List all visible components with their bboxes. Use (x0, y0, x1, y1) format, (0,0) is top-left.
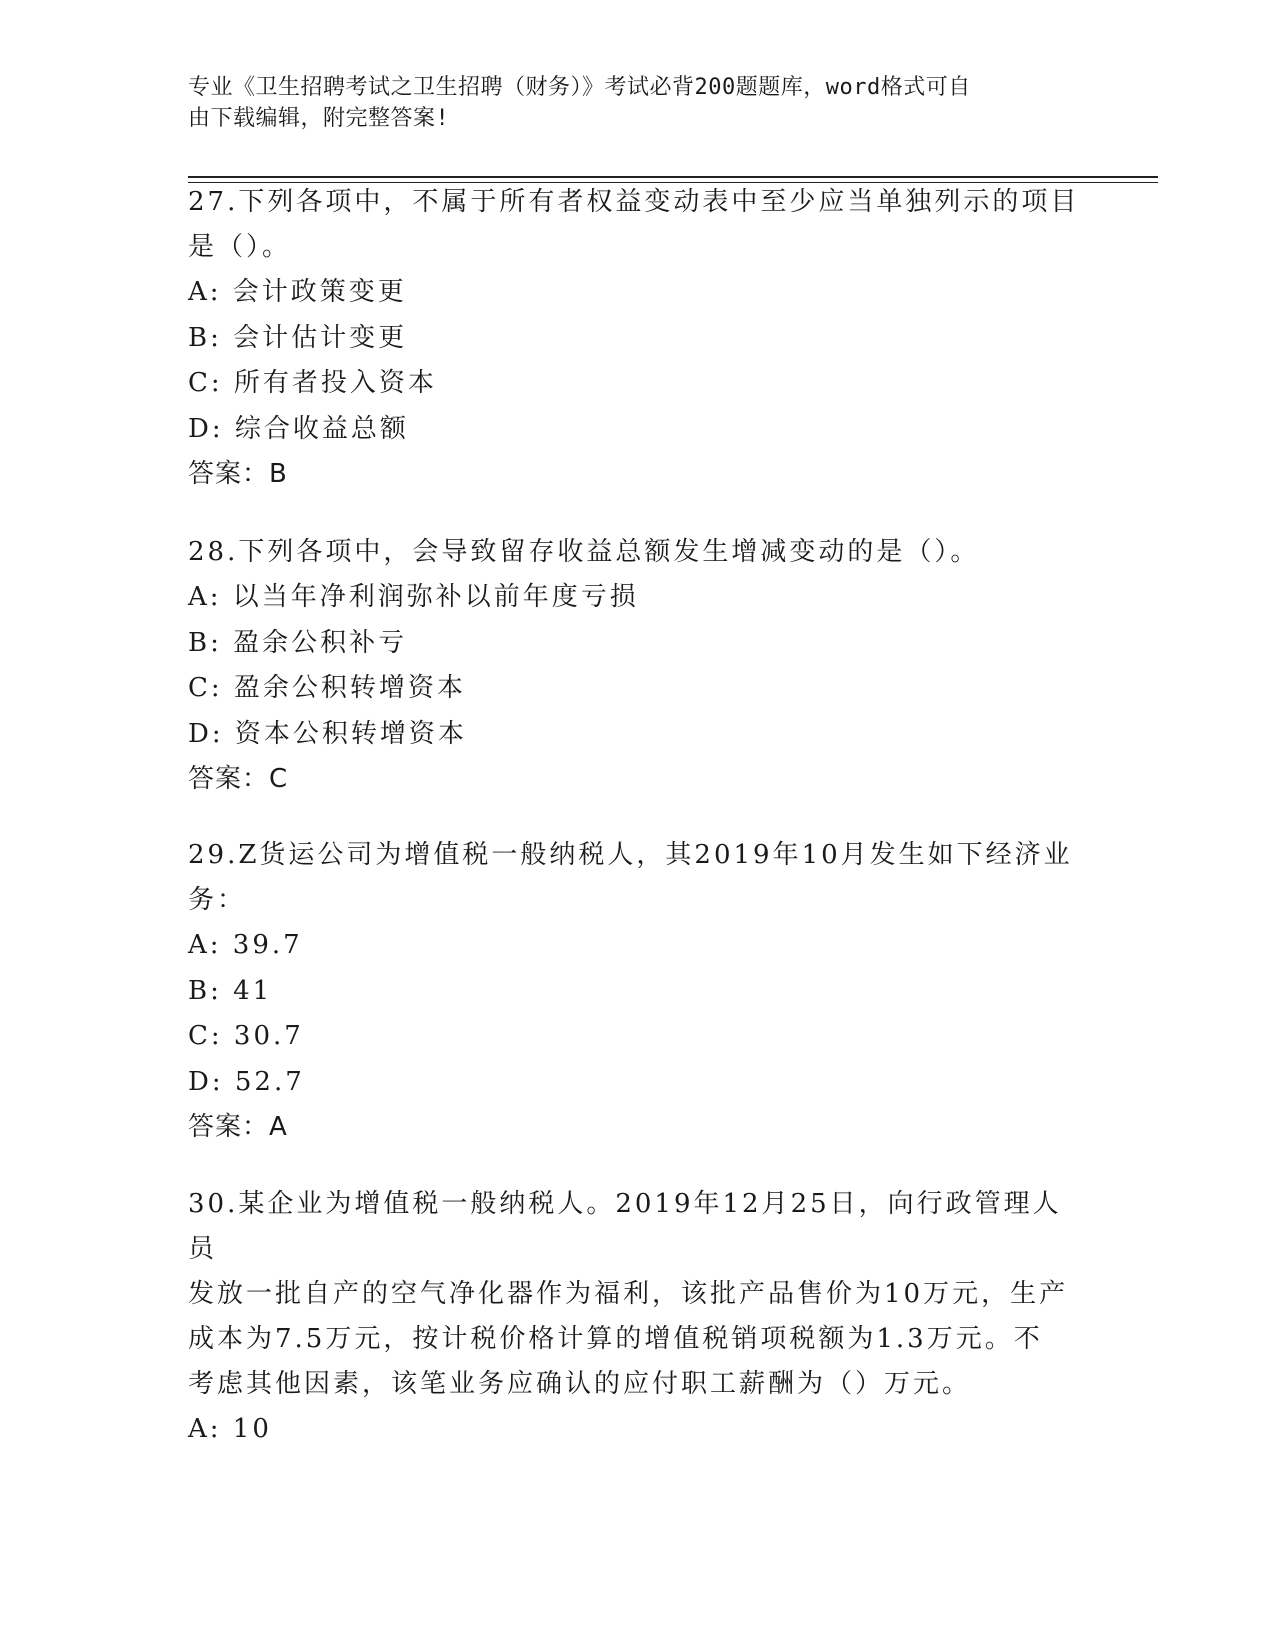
question-28 (188, 530, 1088, 802)
question-stem-line: 是（）。 (188, 232, 292, 262)
header-line-1: 专业《卫生招聘考试之卫生招聘（财务）》考试必背200题题库，word格式可自 (188, 75, 971, 100)
question-27 (188, 180, 1088, 497)
option-b: B: 盈余公积补亏 (188, 627, 408, 658)
question-stem-line: 29.Z货运公司为增值税一般纳税人，其2019年10月发生如下经济业 (188, 840, 1073, 870)
question-stem-line: 27.下列各项中，不属于所有者权益变动表中至少应当单独列示的项目 (188, 187, 1080, 217)
answer-line: 答案：A (188, 1112, 288, 1142)
option-b: B: 41 (188, 975, 273, 1006)
option-c: C: 盈余公积转增资本 (188, 673, 466, 703)
answer-line: 答案：B (188, 459, 288, 489)
question-stem-line: 务： (188, 885, 247, 915)
option-c: C: 30.7 (188, 1021, 304, 1051)
header-divider-thick (188, 176, 1158, 178)
question-30 (188, 1182, 1088, 1453)
option-a: A: 会计政策变更 (188, 277, 407, 307)
question-stem-line: 发放一批自产的空气净化器作为福利，该批产品售价为10万元，生产 (188, 1279, 1069, 1309)
option-a: A: 以当年净利润弥补以前年度亏损 (188, 582, 639, 612)
question-stem-line: 考虑其他因素，该笔业务应确认的应付职工薪酬为（）万元。 (188, 1369, 972, 1399)
option-c: C: 所有者投入资本 (188, 368, 437, 398)
answer-line: 答案：C (188, 764, 289, 794)
question-29 (188, 833, 1088, 1150)
option-a: A: 39.7 (188, 930, 303, 960)
option-b: B: 会计估计变更 (188, 322, 408, 353)
question-stem-line: 30.某企业为增值税一般纳税人。2019年12月25日，向行政管理人员 (188, 1189, 1062, 1264)
document-header (188, 72, 1068, 134)
option-a: A: 10 (188, 1414, 272, 1444)
option-d: D: 综合收益总额 (188, 413, 409, 444)
option-d: D: 资本公积转增资本 (188, 718, 467, 749)
question-stem-line: 28.下列各项中，会导致留存收益总额发生增减变动的是（）。 (188, 537, 980, 567)
header-line-2: 由下载编辑，附完整答案! (188, 106, 450, 131)
option-d: D: 52.7 (188, 1066, 305, 1097)
question-stem-line: 成本为7.5万元，按计税价格计算的增值税销项税额为1.3万元。不 (188, 1324, 1043, 1354)
